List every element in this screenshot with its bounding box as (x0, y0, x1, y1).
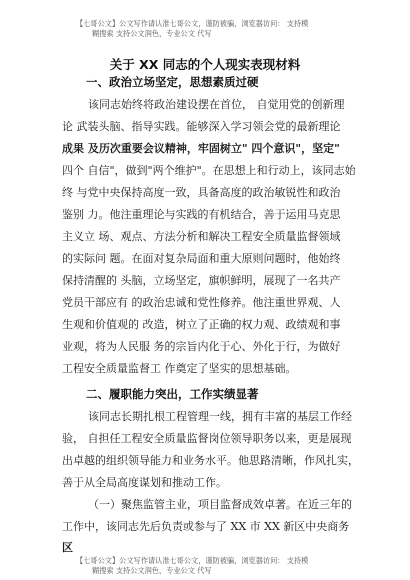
section-1-line: 四个 自信"，做到"两个维护"。在思想上和行动上，该同志始 (62, 164, 356, 177)
header-line-2: 糊搜索 支持公文润色，专业公文 代写 (92, 29, 212, 38)
page-header-watermark (76, 19, 376, 39)
section-1-line: 业观，将为人民服 务的宗旨内化于心、外化于行，为做好 (62, 340, 341, 353)
section-1-line: 鉴别 力。他注重理论与实践的有机结合，善于运用马克思 (62, 208, 341, 221)
section-1-line: 主义立 场、观点、方法分析和解决工程安全质量监督领域 (62, 230, 341, 243)
section-1-line: 保持清醒的 头脑，立场坚定，旗帜鲜明，展现了一名共产 (62, 274, 341, 287)
page-footer-watermark (76, 556, 376, 576)
section-1-line: 成果 及历次重要会议精神，牢固树立" 四个意识"，坚定" (62, 142, 340, 155)
section-1-line: 终 与党中央保持高度一致，具备高度的政治敏锐性和政治 (62, 186, 341, 199)
section-1-line: 生观和价值观的 改造，树立了正确的权力观、政绩观和事 (62, 318, 341, 331)
section-1-line: 党员干部应有 的政治忠诚和党性修养。他注重世界观、人 (62, 296, 341, 309)
header-line-1: 【七哥公文】公文写作请认准七哥公文，谨防被骗，浏览器访问： 支持模 (76, 19, 309, 28)
footer-line-2: 糊搜索 支持公文润色，专业公文 代写 (92, 566, 212, 575)
section-2-line: 出卓越的组织领导能力和业务水平。他思路清晰，作风扎实， (62, 454, 359, 467)
section-2-line: 善于从全局高度谋划和推动工作。 (62, 476, 227, 489)
section-1-line: 的实际问 题。在面对复杂局面和重大原则问题时，他始终 (62, 252, 341, 265)
section-2-line: 区 (62, 541, 73, 554)
section-2-line: 工作中，该同志先后负责或参与了 XX 市 XX 新区中央商务 (62, 520, 350, 533)
section-2-line: 该同志长期扎根工程管理一线，拥有丰富的基层工作经 (88, 410, 352, 423)
section-1-line: 该同志始终将政治建设摆在首位， 自觉用党的创新理 (88, 98, 345, 111)
section-1-line: 工程安全质量监督工 作奠定了坚实的思想基础。 (62, 362, 297, 375)
section-2-heading: 二、履职能力突出，工作实绩显著 (86, 387, 259, 401)
section-2-line: （一）聚焦监管主业，项目监督成效卓著。在近三年的 (88, 498, 352, 511)
footer-line-1: 【七哥公文】公文写作请认准七哥公文，谨防被骗，浏览器访问： 支持模 (76, 556, 309, 565)
section-2-line: 验， 自担任工程安全质量监督岗位领导职务以来，更是展现 (62, 432, 352, 445)
document-title: 关于 XX 同志的个人现实表现材料 (109, 57, 301, 72)
section-1-heading: 一、政治立场坚定，思想素质过硬 (86, 75, 259, 89)
section-1-line: 论 武装头脑、指导实践。能够深入学习领会党的最新理论 (62, 120, 341, 133)
